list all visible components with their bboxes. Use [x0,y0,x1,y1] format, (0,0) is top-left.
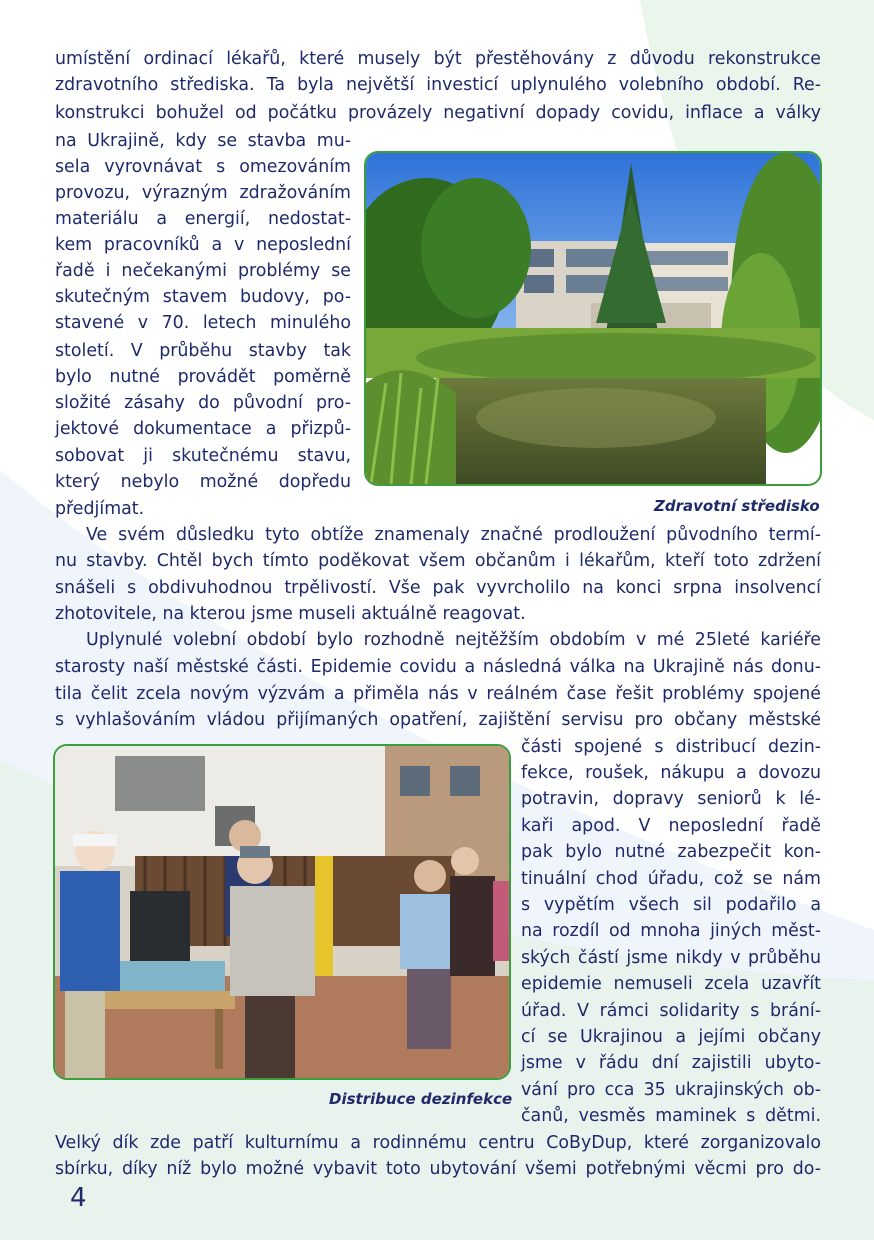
text-line: století. V průběhu stavby tak [55,341,351,361]
text-line: tinuální chod úřadu, což se nám [521,869,821,889]
text-line: předjímat. [55,499,145,519]
text-line: skutečným stavem budovy, po- [55,287,351,307]
health-center-illustration [366,153,820,484]
text-line: s vyhlašováním vládou přijímaných opatření, zajištění servisu pro občany městské [55,710,821,730]
text-line: stavené v 70. letech minulého [55,313,351,333]
text-line: umístění ordinací lékařů, které musely být přestěhovány z důvodu rekonstrukce [55,49,821,69]
page-number: 4 [70,1183,87,1213]
text-line: tila čelit zcela novým výzvám a přiměla nás v reálném čase řešit problémy spojené [55,684,821,704]
text-line: na Ukrajině, kdy se stavba mu- [55,131,351,151]
text-line: vání pro cca 35 ukrajinských ob- [521,1080,821,1100]
text-line: na rozdíl od mnoha jiných měst- [521,921,821,941]
distribution-illustration [55,746,509,1078]
text-line: konstrukci bohužel od počátku provázely negativní dopady covidu, inflace a války [55,103,821,123]
text-line: bylo nutné provádět poměrně [55,367,351,387]
text-line: řadě i nečekanými problémy se [55,261,351,281]
text-line: složité zásahy do původní pro- [55,393,351,413]
text-line: kem pracovníků a v neposlední [55,235,351,255]
text-line: potravin, dopravy seniorů k lé- [521,789,821,809]
text-line: čanů, vesměs maminek s dětmi. [521,1106,821,1126]
text-line: pak bylo nutné zabezpečit kon- [521,842,821,862]
text-line: ských částí jsme nikdy v průběhu [521,948,821,968]
text-line: sobovat ji skutečnému stavu, [55,446,351,466]
text-line: nu stavby. Chtěl bych tímto poděkovat všem občanům i lékařům, kteří toto zdržení [55,551,821,571]
text-line: zdravotního střediska. Ta byla největší investicí uplynulého volebního období. Re- [55,75,821,95]
text-line: epidemie nemuseli zcela uzavřít [521,974,821,994]
text-line: který nebylo možné dopředu [55,472,351,492]
text-line: fekce, roušek, nákupu a dovozu [521,763,821,783]
text-line: provozu, výrazným zdražováním [55,183,351,203]
text-line: cí se Ukrajinou a jejími občany [521,1027,821,1047]
text-line: starosty naší městské části. Epidemie covidu a následná válka na Ukrajině nás donu- [55,657,821,677]
photo-health-center [364,151,822,486]
text-line: Velký dík zde patří kulturnímu a rodinnému centru CoByDup, které zorganizovalo [55,1133,821,1153]
photo-caption-disinfectant: Distribuce dezinfekce [329,1090,513,1108]
text-line: sela vyrovnávat s omezováním [55,157,351,177]
text-line: sbírku, díky níž bylo možné vybavit toto ubytování všemi potřebnými věcmi pro do- [55,1159,821,1179]
text-line: zhotovitele, na kterou jsme museli aktuálně reagovat. [55,604,526,624]
text-line: Uplynulé volební období bylo rozhodně nejtěžším obdobím v mé 25leté kariéře [86,630,821,650]
text-line: snášeli s obdivuhodnou trpělivostí. Vše pak vyvrcholilo na konci srpna insolvencí [55,578,821,598]
text-line: jsme v řádu dní zajistili ubyto- [521,1053,821,1073]
text-line: části spojené s distribucí dezin- [521,737,821,757]
text-line: jektové dokumentace a přizpů- [55,419,351,439]
photo-caption-health-center: Zdravotní středisko [654,497,820,515]
text-line: s vypětím všech sil podařilo a [521,895,821,915]
text-line: Ve svém důsledku tyto obtíže znamenaly značné prodloužení původního termí- [86,525,821,545]
text-line: úřad. V rámci solidarity s brání- [521,1001,821,1021]
text-line: kaři apod. V neposlední řadě [521,816,821,836]
photo-disinfectant-distribution [53,744,511,1080]
text-line: materiálu a energií, nedostat- [55,209,351,229]
